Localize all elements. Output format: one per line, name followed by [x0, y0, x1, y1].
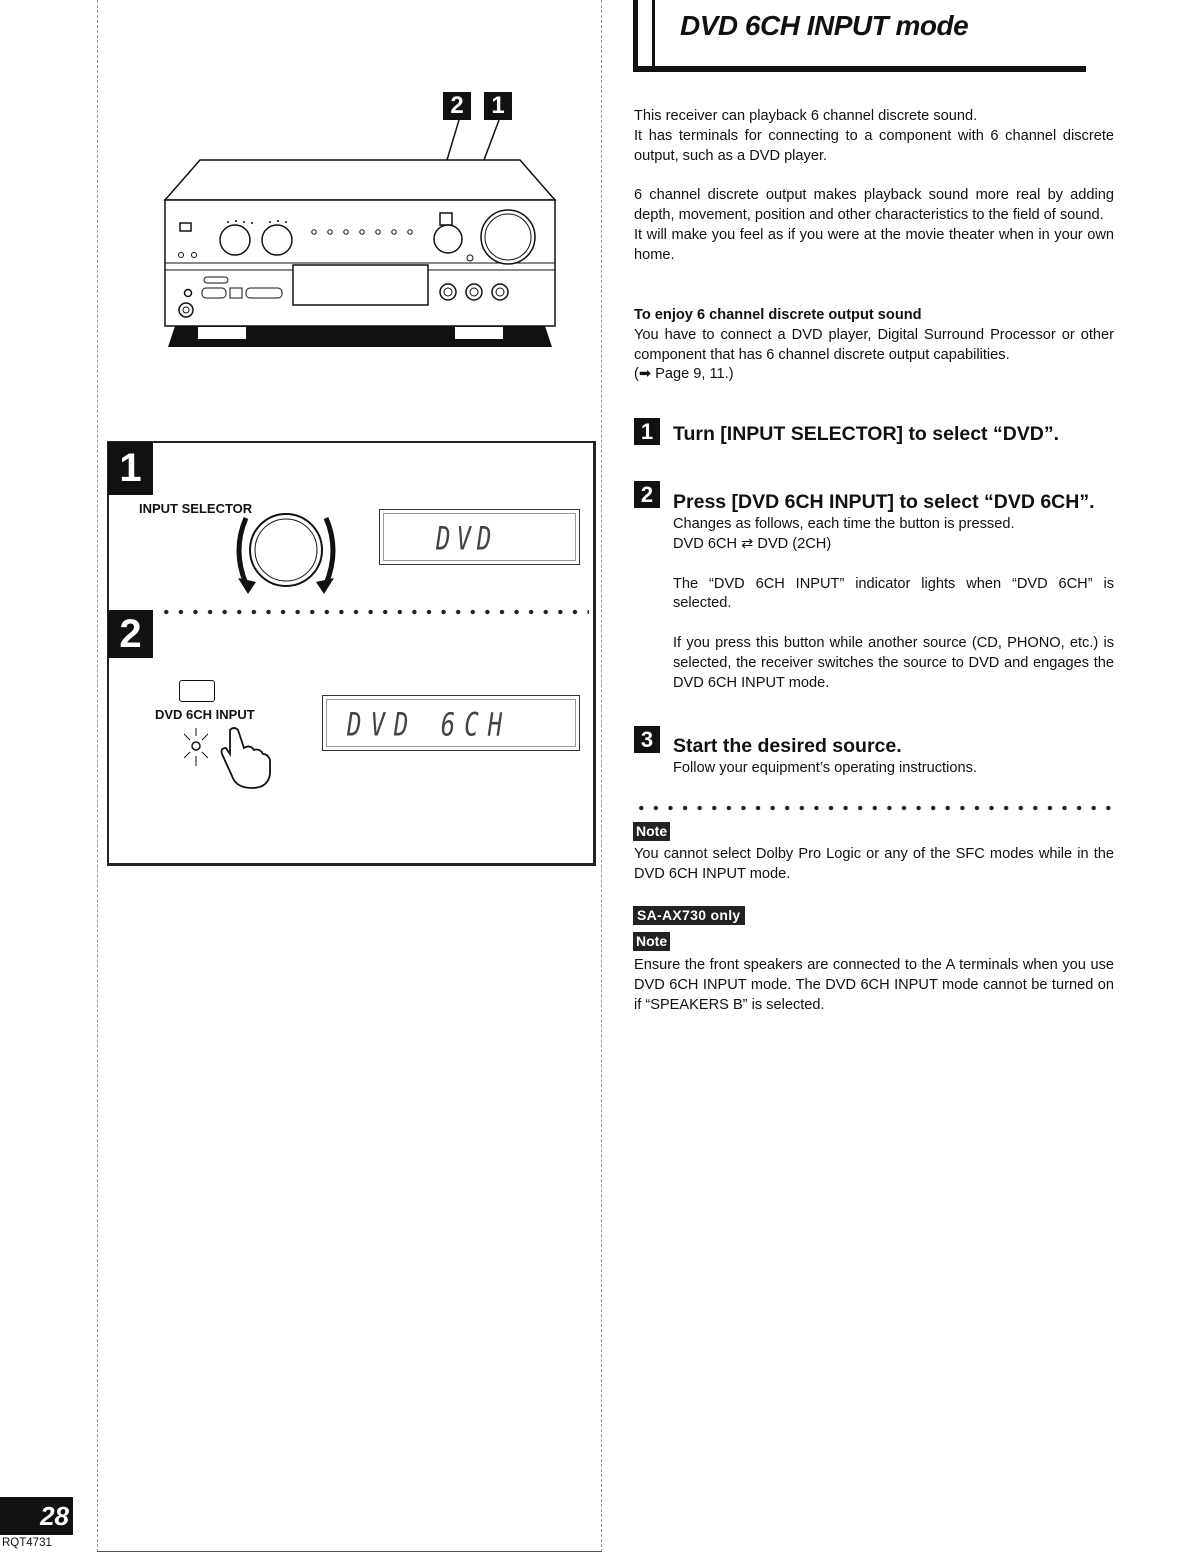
step-1-title: Turn [INPUT SELECTOR] to select “DVD”.	[673, 423, 1060, 445]
step-2-b3: The “DVD 6CH INPUT” indicator lights when “DVD 6CH” is selected.	[673, 575, 1114, 612]
document-code: RQT4731	[2, 1537, 52, 1549]
step2-display-panel	[322, 695, 580, 751]
note-2-body: Ensure the front speakers are connected to the A terminals when you use DVD 6CH INPUT mode. The DVD 6CH INPUT mode cannot be turned on if “SPEAKERS B” is selected.	[634, 957, 1114, 1013]
column-divider-line	[601, 0, 602, 1552]
step-2-body	[673, 515, 1114, 694]
model-only-tag: SA-AX730 only	[633, 906, 745, 925]
enjoy-body: You have to connect a DVD player, Digital Surround Processor or other component that has 6 channel discrete output capabilities.	[634, 326, 1114, 363]
step-3-b1: Follow your equipment’s operating instructions.	[673, 760, 977, 776]
note-1-body: You cannot select Dolby Pro Logic or any of the SFC modes while in the DVD 6CH INPUT mode.	[634, 846, 1114, 882]
step-3-body	[673, 759, 1114, 779]
intro-text	[634, 107, 1114, 266]
dvd-6ch-input-button-icon	[179, 680, 215, 702]
step-3-title: Start the desired source.	[673, 735, 902, 757]
note-separator-dots	[634, 805, 1116, 811]
step-2-badge: 2	[634, 481, 660, 508]
step1-display-panel	[379, 509, 580, 565]
step2-display-text: DVD 6CH	[347, 706, 512, 744]
note-2-text	[634, 956, 1114, 1015]
step-2-b2: DVD 6CH ⇄ DVD (2CH)	[673, 535, 832, 552]
step-1-badge: 1	[634, 418, 660, 445]
dvd-6ch-input-label: DVD 6CH INPUT	[155, 707, 255, 722]
page-number: 28	[0, 1497, 73, 1535]
illustration-step-1-badge: 1	[108, 442, 153, 495]
intro-p4: It will make you feel as if you were at the movie theater when in your own home.	[634, 226, 1114, 263]
enjoy-section	[634, 306, 1114, 385]
page-title: DVD 6CH INPUT mode	[680, 10, 969, 41]
receiver-drawing	[160, 115, 560, 355]
note-1-tag: Note	[633, 822, 670, 841]
step-3-badge: 3	[634, 726, 660, 753]
input-selector-label: INPUT SELECTOR	[139, 501, 253, 516]
step-2-title: Press [DVD 6CH INPUT] to select “DVD 6CH”.	[673, 491, 1095, 513]
left-margin-line	[97, 0, 98, 1552]
intro-p2: It has terminals for connecting to a component with 6 channel discrete output, such as a DVD player.	[634, 127, 1114, 164]
note-1-text	[634, 845, 1114, 885]
step-2-b4: If you press this button while another source (CD, PHONO, etc.) is selected, the receiver switches the source to DVD and engages the DVD 6CH INPUT mode.	[673, 635, 1114, 691]
illustration-step-2-badge: 2	[108, 610, 153, 658]
page-reference: (➡ Page 9, 11.)	[634, 366, 734, 383]
enjoy-heading: To enjoy 6 channel discrete output sound	[634, 307, 922, 323]
intro-p1: This receiver can playback 6 channel discrete sound.	[634, 108, 978, 124]
input-selector-knob-icon	[228, 506, 363, 601]
callout-badge-1: 1	[484, 92, 512, 120]
bottom-rule	[97, 1551, 602, 1552]
note-2-tag: Note	[633, 932, 670, 951]
step-2-b1: Changes as follows, each time the button is pressed.	[673, 516, 1015, 532]
callout-badge-2: 2	[443, 92, 471, 120]
step1-display-text: DVD	[436, 520, 498, 558]
intro-p3: 6 channel discrete output makes playback sound more real by adding depth, movement, position and other characteristics to the field of sound.	[634, 187, 1114, 224]
press-indicator-hand-icon	[178, 724, 278, 794]
step-separator-dots	[159, 609, 589, 615]
